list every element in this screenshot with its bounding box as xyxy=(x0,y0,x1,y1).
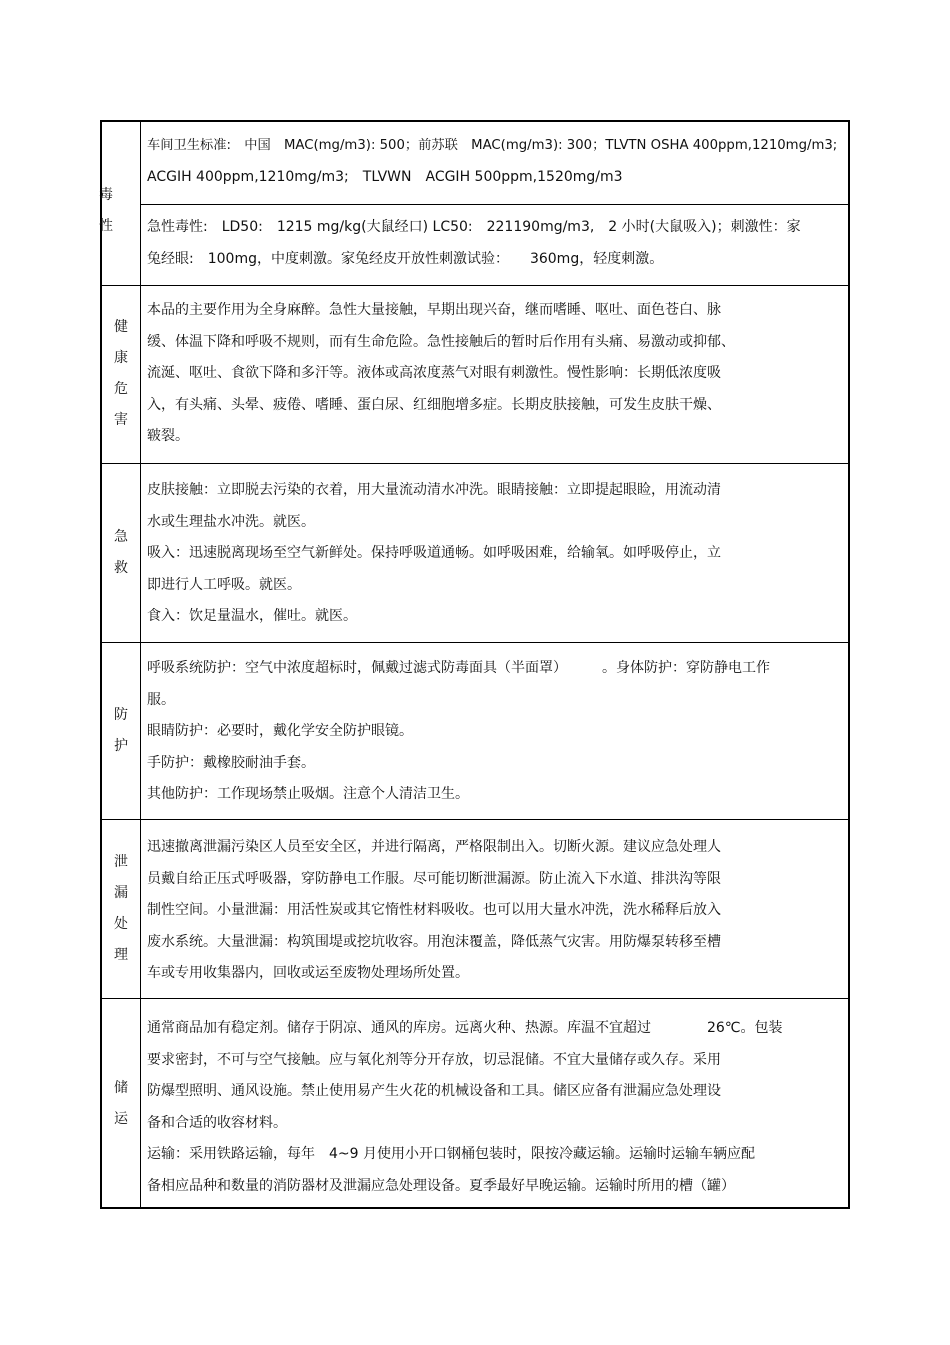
text-line: 废水系统。大量泄漏：构筑围堤或挖坑收容。用泡沫覆盖，降低蒸气灾害。用防爆泵转移至槽 xyxy=(147,933,721,950)
text-line: 皲裂。 xyxy=(147,428,189,444)
text-line: 急性毒性: LD50: 1215 mg/kg(大鼠经口) LC50: 221190mg/m3, 2 小时(大鼠吸入)；刺激性：家 xyxy=(147,219,801,235)
health-label-char: 康 xyxy=(114,350,128,366)
protection-label-char: 护 xyxy=(114,737,128,754)
toxicity-label-char: 毒 xyxy=(99,187,113,203)
text-line: 兔经眼: 100mg，中度刺激。家兔经皮开放性刺激试验： 360mg，轻度刺激。 xyxy=(147,250,664,267)
text-line: 入，有头痛、头晕、疲倦、嗜睡、蛋白尿、红细胞增多症。长期皮肤接触，可发生皮肤干燥、 xyxy=(147,396,721,413)
text-line: 即进行人工呼吸。就医。 xyxy=(147,576,301,593)
leakage-label-char: 泄 xyxy=(114,853,128,870)
first-aid-label-char: 救 xyxy=(114,559,128,576)
text-line: ACGIH 400ppm,1210mg/m3; TLVWN ACGIH 500ppm,1520mg/m3 xyxy=(147,168,623,185)
text-line: 通常商品加有稳定剂。储存于阴凉、通风的库房。远离火种、热源。库温不宜超过 26℃。包装 xyxy=(147,1020,783,1036)
first-aid-label xyxy=(102,463,140,642)
protection-label xyxy=(102,642,140,819)
text-line: 员戴自给正压式呼吸器，穿防静电工作服。尽可能切断泄漏源。防止流入下水道、排洪沟等限 xyxy=(147,870,721,887)
health-label-char: 危 xyxy=(114,381,128,397)
text-line: 车间卫生标准: 中国 MAC(mg/m3): 500；前苏联 MAC(mg/m3): 300；TLVTN OSHA 400ppm,1210mg/m3; xyxy=(147,138,838,153)
toxicity-label-char: 性 xyxy=(99,218,113,234)
text-line: 制性空间。小量泄漏：用活性炭或其它惰性材料吸收。也可以用大量水冲洗，洗水稀释后放入 xyxy=(147,902,721,918)
health-label-char: 健 xyxy=(114,319,128,335)
text-line: 服。 xyxy=(147,691,175,708)
text-line: 迅速撤离泄漏污染区人员至安全区，并进行隔离，严格限制出入。切断火源。建议应急处理人 xyxy=(147,839,721,855)
text-line: 皮肤接触：立即脱去污染的衣着，用大量流动清水冲洗。眼睛接触：立即提起眼睑，用流动清 xyxy=(147,482,721,498)
storage-label-char: 储 xyxy=(114,1079,128,1096)
section-divider xyxy=(102,463,848,464)
text-line: 要求密封，不可与空气接触。应与氧化剂等分开存放，切忌混储。不宜大量储存或久存。采用 xyxy=(147,1051,721,1068)
toxicity-hygiene-standard xyxy=(147,130,842,193)
protection-label-char: 防 xyxy=(114,706,128,723)
text-line: 食入：饮足量温水，催吐。就医。 xyxy=(147,608,357,624)
text-line: 眼睛防护：必要时，戴化学安全防护眼镜。 xyxy=(147,723,413,739)
protection-text xyxy=(147,653,842,811)
first-aid-text xyxy=(147,475,842,633)
text-line: 其他防护：工作现场禁止吸烟。注意个人清洁卫生。 xyxy=(147,786,469,802)
text-line: 手防护：戴橡胶耐油手套。 xyxy=(147,754,315,771)
leakage-label-char: 处 xyxy=(114,915,128,932)
section-divider xyxy=(102,642,848,643)
text-line: 呼吸系统防护：空气中浓度超标时，佩戴过滤式防毒面具（半面罩） 。身体防护：穿防静电工作 xyxy=(147,660,770,676)
first-aid-label-char: 急 xyxy=(114,528,128,545)
text-line: 流涎、呕吐、食欲下降和多汗等。液体或高浓度蒸气对眼有刺激性。慢性影响：长期低浓度吸 xyxy=(147,365,721,381)
leakage-label-char: 理 xyxy=(114,946,128,963)
leakage-label xyxy=(102,819,140,998)
msds-table xyxy=(100,120,850,1209)
text-line: 缓、体温下降和呼吸不规则，而有生命危险。急性接触后的暂时后作用有头痛、易激动或抑郁、 xyxy=(147,333,735,350)
text-line: 水或生理盐水冲洗。就医。 xyxy=(147,513,315,530)
section-divider xyxy=(102,285,848,286)
toxicity-label xyxy=(99,180,113,242)
text-line: 备和合适的收容材料。 xyxy=(147,1114,287,1131)
text-line: 防爆型照明、通风设施。禁止使用易产生火花的机械设备和工具。储区应备有泄漏应急处理设 xyxy=(147,1083,721,1099)
section-divider xyxy=(102,819,848,820)
leakage-text xyxy=(147,832,842,990)
health-label-char: 害 xyxy=(114,412,128,428)
text-line: 车或专用收集器内，回收或运至废物处理场所处置。 xyxy=(147,965,469,981)
storage-text xyxy=(147,1013,842,1202)
text-line: 运输：采用铁路运输，每年 4~9 月使用小开口钢桶包装时，限按冷藏运输。运输时运输车辆应配 xyxy=(147,1146,755,1162)
health-label xyxy=(102,285,140,463)
storage-label-char: 运 xyxy=(114,1110,128,1127)
health-hazards-text xyxy=(147,295,842,453)
leakage-label-char: 漏 xyxy=(114,884,128,901)
section-divider xyxy=(102,998,848,999)
toxicity-acute xyxy=(147,212,842,275)
text-line: 吸入：迅速脱离现场至空气新鲜处。保持呼吸道通畅。如呼吸困难，给输氧。如呼吸停止，立 xyxy=(147,545,721,561)
text-line: 备相应品种和数量的消防器材及泄漏应急处理设备。夏季最好早晚运输。运输时所用的槽（罐） xyxy=(147,1177,735,1194)
row-divider xyxy=(140,204,848,205)
text-line: 本品的主要作用为全身麻醉。急性大量接触，早期出现兴奋，继而嗜睡、呕吐、面色苍白、脉 xyxy=(147,302,721,318)
storage-label xyxy=(102,998,140,1209)
